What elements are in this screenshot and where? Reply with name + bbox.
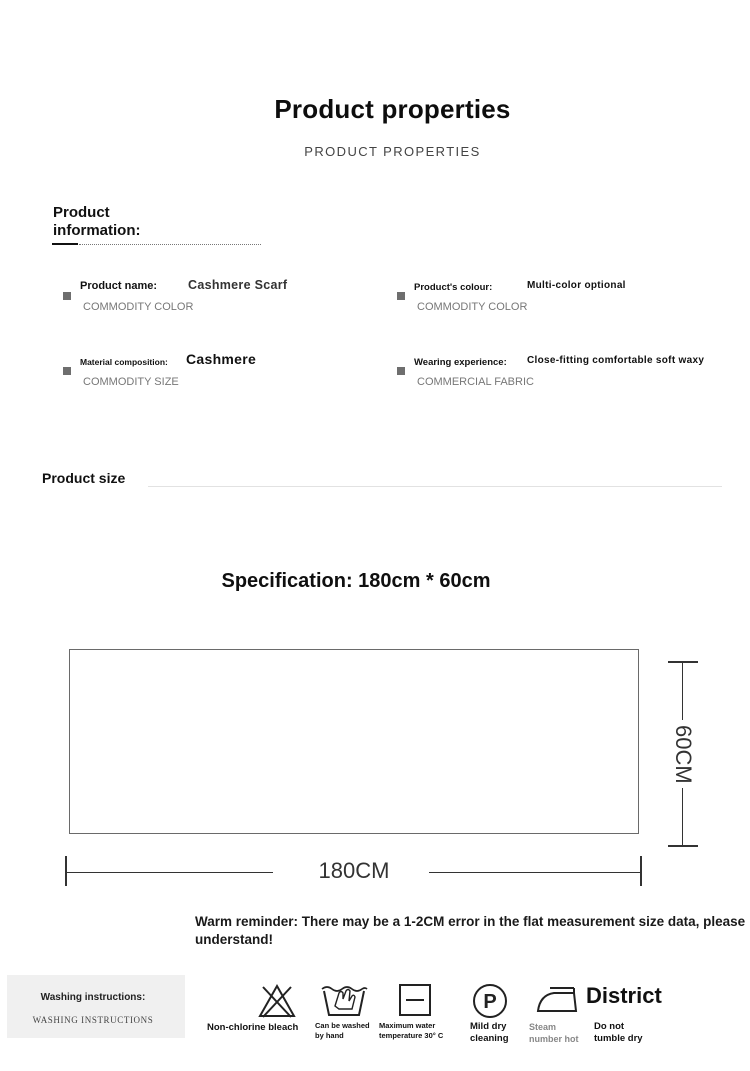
property-product-name [63,280,393,320]
property-english-label: COMMODITY COLOR [83,301,194,313]
warm-reminder-text: Warm reminder: There may be a 1-2CM error in the flat measurement size data, please understand! [195,914,746,947]
svg-text:P: P [483,991,497,1013]
wash-caption: Steam number hot [529,1022,579,1044]
product-information-heading: Product information: [53,204,141,239]
width-dimension-cap-left [65,856,67,886]
property-english-label: COMMODITY SIZE [83,376,179,388]
property-label: Product's colour: [414,282,493,293]
property-label: Wearing experience: [414,357,507,368]
steam-iron-icon [534,985,580,1015]
height-dimension-label: 60CM [671,725,696,784]
no-bleach-icon [257,983,297,1019]
scarf-outline [69,649,639,834]
bullet-square-icon [63,367,71,375]
wash-caption: Do not tumble dry [594,1021,643,1044]
width-dimension-label: 180CM [318,858,390,883]
property-value: Cashmere Scarf [188,278,288,292]
property-wearing-experience [397,355,727,395]
property-value: Close-fitting comfortable soft waxy [527,355,705,366]
width-dimension-line-right [429,872,641,873]
section-divider [148,486,722,487]
washing-instructions-title: Washing instructions: [40,992,146,1003]
property-english-label: COMMERCIAL FABRIC [417,376,534,388]
specification-text: Specification: 180cm * 60cm [221,570,491,592]
page-title: Product properties [274,94,511,124]
property-label: Material composition: [80,357,168,367]
district-label: District [586,983,662,1008]
property-english-label: COMMODITY COLOR [417,301,528,313]
height-dimension-line-bottom [682,788,683,846]
page-subtitle: PRODUCT PROPERTIES [304,144,481,159]
wash-caption: Can be washed by hand [315,1021,370,1040]
bullet-square-icon [63,292,71,300]
bullet-square-icon [397,292,405,300]
property-value: Cashmere [186,351,257,367]
property-product-colour [397,280,727,320]
width-dimension-line-left [66,872,273,873]
height-dimension-cap-bottom [668,845,698,847]
wash-caption: Mild dry cleaning [470,1021,509,1044]
product-size-heading: Product size [42,470,126,486]
wash-caption: Maximum water temperature 30° C [379,1021,444,1040]
heading-dotted-rule [79,244,261,245]
wash-caption: Non-chlorine bleach [207,1022,299,1033]
hand-wash-icon [319,979,369,1019]
washing-instructions-subtitle: WASHING INSTRUCTIONS [32,1015,154,1025]
property-value: Multi-color optional [527,280,626,291]
height-dimension-cap-top [668,661,698,663]
property-label: Product name: [80,280,158,292]
height-dimension-line-top [682,662,683,720]
heading-underline [52,243,78,245]
washing-instructions-panel [7,975,185,1038]
bullet-square-icon [397,367,405,375]
width-dimension-cap-right [640,856,642,886]
property-material-composition [63,351,393,395]
dry-clean-icon [471,982,509,1020]
water-temperature-icon [398,983,432,1017]
